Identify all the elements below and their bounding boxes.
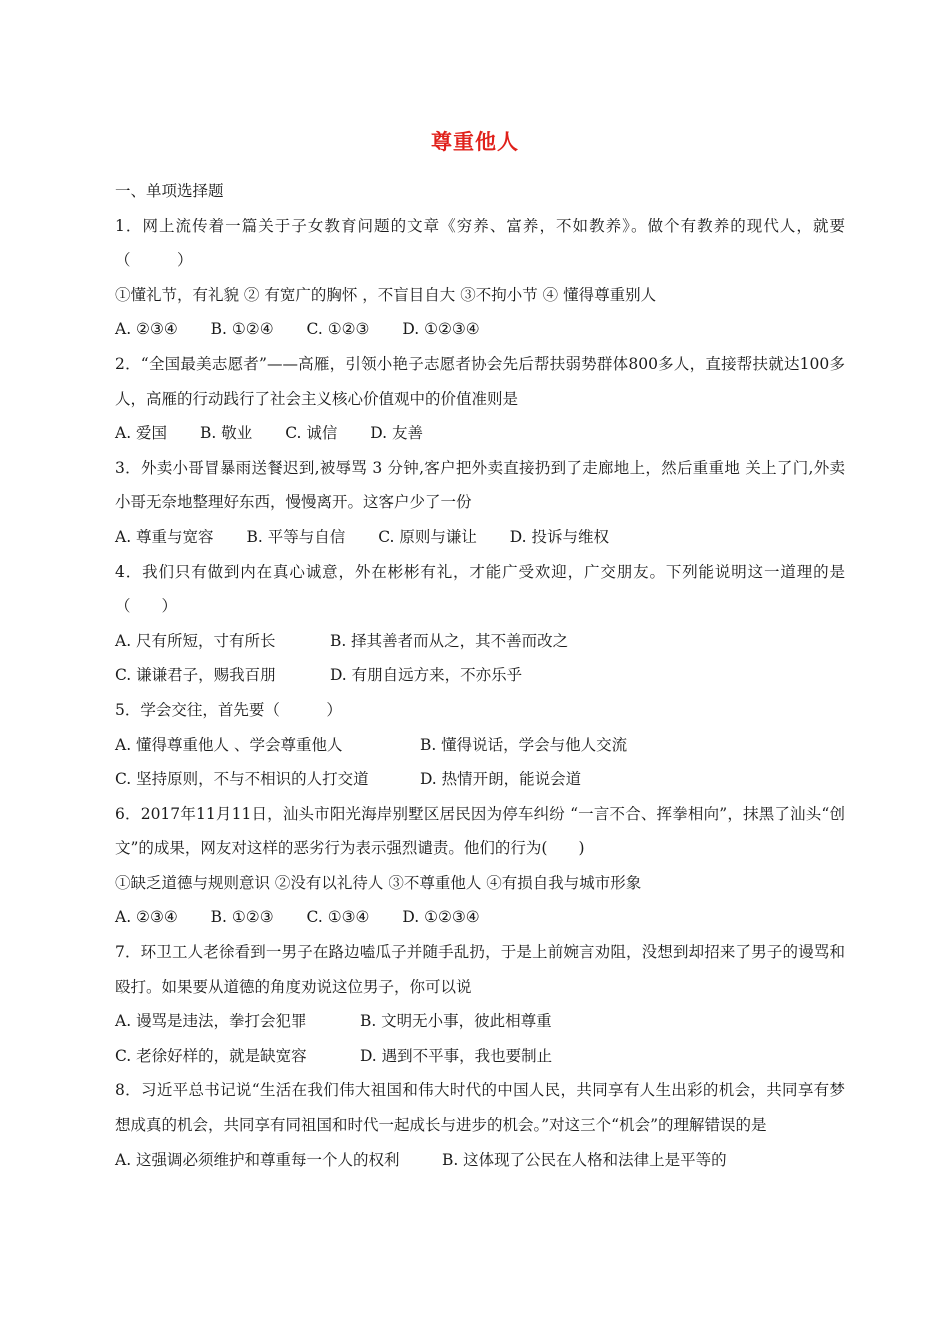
option-b: B. 文明无小事，彼此相尊重 [359,1012,552,1031]
option-c: C. ①②③ [306,320,370,339]
option-b: B. 择其善者而从之，其不善而改之 [329,631,569,650]
option-b: B. 这体现了公民在人格和法律上是平等的 [441,1150,727,1169]
option-a: A. 爱国 [115,424,168,443]
question-5-options-row-1 [115,728,845,763]
option-a: A. 谩骂是违法，拳打会犯罪 [115,1012,307,1031]
option-b: B. 敬业 [200,424,253,443]
question-1-statements: ①懂礼节，有礼貌 ② 有宽广的胸怀 ，不盲目自大 ③不拘小节 ④ 懂得尊重别人 [115,285,657,304]
option-b: B. ①②④ [210,320,274,339]
option-d: D. 投诉与维权 [509,527,610,546]
option-a: A. 这强调必须维护和尊重每一个人的权利 [115,1150,400,1169]
option-a: A. 尺有所短，寸有所长 [115,631,276,650]
question-6-stem: 6．2017年11月11日，汕头市阳光海岸别墅区居民因为停车纠纷 “一言不合、挥拳相向”，抹黑了汕头“创文”的成果，网友对这样的恶劣行为表示强烈谴责。他们的行为( ) [115,804,845,858]
option-d: D. ①②③④ [402,908,480,927]
option-a: A. 尊重与宽容 [115,527,214,546]
option-c: C. 坚持原则，不与不相识的人打交道 [115,770,369,789]
question-5-options-row-2 [115,762,845,797]
option-a: A. ②③④ [115,320,178,339]
question-3-options [115,520,845,555]
question-8-stem: 8．习近平总书记说“生活在我们伟大祖国和伟大时代的中国人民，共同享有人生出彩的机会，共同享有梦想成真的机会，共同享有同祖国和时代一起成长与进步的机会。”对这三个“机会”的理解错误的是 [115,1081,845,1135]
question-4-stem: 4．我们只有做到内在真心诚意，外在彬彬有礼，才能广受欢迎，广交朋友。下列能说明这一道理的是（ ） [115,562,845,616]
question-3-stem: 3．外卖小哥冒暴雨送餐迟到,被辱骂 3 分钟,客户把外卖直接扔到了走廊地上，然后重重地 关上了门,外卖小哥无奈地整理好东西，慢慢离开。这客户少了一份 [115,458,845,512]
option-d: D. 友善 [370,424,424,443]
section-heading: 一、单项选择题 [115,182,224,200]
question-list [115,174,845,1177]
option-d: D. 热情开朗，能说会道 [419,770,582,789]
option-c: C. 老徐好样的，就是缺宽容 [115,1046,307,1065]
question-6-statements: ①缺乏道德与规则意识 ②没有以礼待人 ③不尊重他人 ④有损自我与城市形象 [115,873,642,892]
question-5-stem: 5．学会交往，首先要（ ） [115,700,342,719]
question-4-options-row-1 [115,624,845,659]
question-6-options [115,900,845,935]
option-c: C. ①③④ [306,908,370,927]
question-1-stem: 1．网上流传着一篇关于子女教育问题的文章《穷养、富养，不如教养》。做个有教养的现代人，就要（ ） [115,216,845,270]
option-a: A. 懂得尊重他人 、学会尊重他人 [115,735,343,754]
option-d: D. 遇到不平事，我也要制止 [359,1046,553,1065]
question-2-options [115,416,845,451]
option-c: C. 诚信 [285,424,338,443]
question-7-stem: 7．环卫工人老徐看到一男子在路边嗑瓜子并随手乱扔，于是上前婉言劝阻，没想到却招来了男子的谩骂和殴打。如果要从道德的角度劝说这位男子，你可以说 [115,943,845,996]
question-2-stem: 2．“全国最美志愿者”——高雁，引领小艳子志愿者协会先后帮扶弱势群体800多人，直接帮扶就达100多人，高雁的行动践行了社会主义核心价值观中的价值准则是 [115,354,845,408]
option-d: D. 有朋自远方来，不亦乐乎 [329,666,523,685]
option-a: A. ②③④ [115,908,178,927]
option-c: C. 谦谦君子，赐我百朋 [115,666,276,685]
option-d: D. ①②③④ [402,320,480,339]
question-4-options-row-2 [115,658,845,693]
question-8-options-row-1 [115,1143,845,1178]
page-title: 尊重他人 [431,129,519,154]
question-7-options-row-2 [115,1039,845,1074]
option-c: C. 原则与谦让 [378,527,477,546]
option-b: B. 平等与自信 [246,527,346,546]
question-7-options-row-1 [115,1004,845,1039]
option-b: B. ①②③ [210,908,274,927]
question-1-options [115,312,845,347]
option-b: B. 懂得说话，学会与他人交流 [419,735,628,754]
